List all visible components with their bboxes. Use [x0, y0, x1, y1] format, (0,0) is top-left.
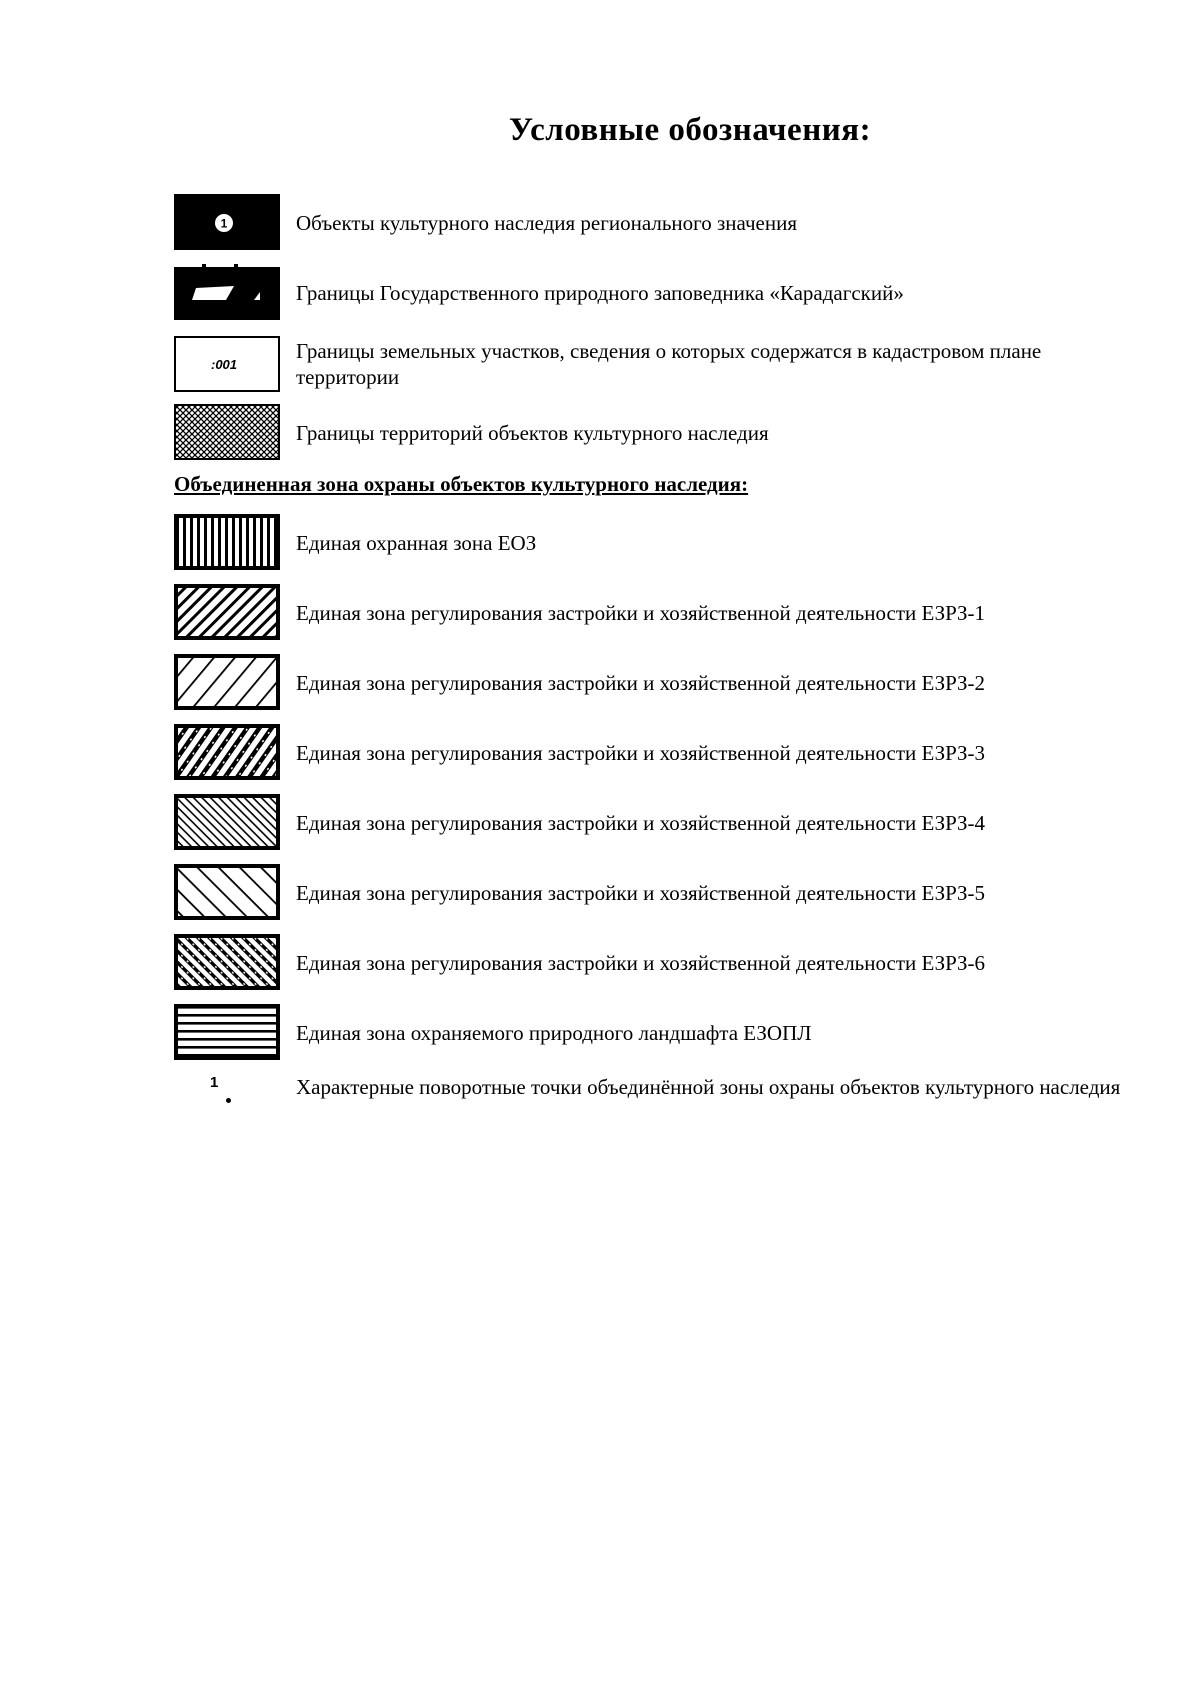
dashed-diagonal-icon	[174, 724, 280, 780]
zone-label: Единая зона регулирования застройки и хозяйственной деятельности ЕЗРЗ-6	[296, 951, 986, 975]
crosshatch-icon	[174, 404, 280, 460]
dense-backslash-icon	[174, 794, 280, 850]
turning-point-dot-icon	[226, 1098, 231, 1103]
reserve-boundary-icon	[174, 264, 280, 320]
zone-label: Единая зона регулирования застройки и хозяйственной деятельности ЕЗРЗ-4	[296, 811, 986, 835]
zone-label: Единая зона регулирования застройки и хозяйственной деятельности ЕЗРЗ-3	[296, 741, 986, 765]
legend-label: Границы Государственного природного заповедника «Карадагский»	[296, 281, 904, 305]
symbol-number: 1	[220, 216, 228, 231]
cadastral-number: :001	[210, 357, 238, 372]
zone-label: Единая зона регулирования застройки и хозяйственной деятельности ЕЗРЗ-1	[296, 601, 986, 625]
legend-label: Объекты культурного наследия регионального значения	[296, 211, 798, 235]
cultural-heritage-object-icon	[174, 194, 280, 250]
turning-points-label: Характерные поворотные точки объединённой зоны охраны объектов культурного наследия	[296, 1075, 1121, 1099]
sparse-backslash-icon	[174, 864, 280, 920]
legend-label: Границы земельных участков, сведения о которых содержатся в кадастровом плане территории	[296, 339, 1042, 389]
dashed-backslash-icon	[174, 934, 280, 990]
page-title: Условные обозначения:	[508, 112, 872, 148]
zone-label: Единая зона регулирования застройки и хозяйственной деятельности ЕЗРЗ-5	[296, 881, 986, 905]
sparse-diagonal-icon	[174, 654, 280, 710]
zone-label: Единая зона регулирования застройки и хозяйственной деятельности ЕЗРЗ-2	[296, 671, 986, 695]
zone-label: Единая охранная зона ЕОЗ	[296, 531, 537, 555]
dense-diagonal-icon	[174, 584, 280, 640]
cadastral-plot-icon	[174, 336, 280, 392]
vertical-lines-icon	[174, 514, 280, 570]
zone-label: Единая зона охраняемого природного ландшафта ЕЗОПЛ	[296, 1021, 812, 1045]
turning-point-number: 1	[210, 1074, 219, 1091]
horizontal-lines-icon	[174, 1004, 280, 1060]
legend-label: Границы территорий объектов культурного наследия	[296, 421, 769, 445]
section-heading: Объединенная зона охраны объектов культурного наследия:	[174, 472, 749, 496]
